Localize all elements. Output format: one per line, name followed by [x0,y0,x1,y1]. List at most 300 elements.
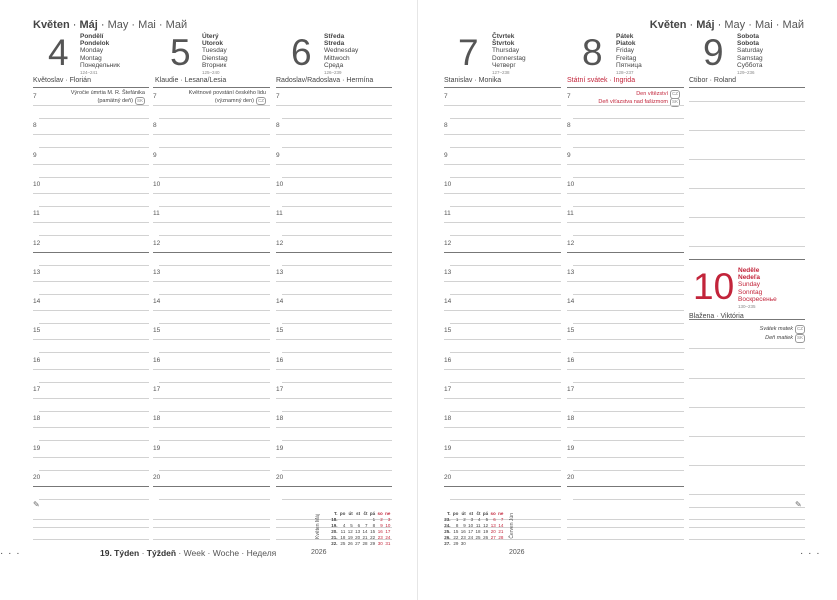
event-tuesday: Květnové povstání českého lidu (významný den) CZ [188,90,266,104]
half-hour-rule [39,147,149,148]
mini-calendar-head: pá [369,510,376,516]
day-number: 10 [693,266,735,307]
notes-rule [567,527,684,528]
day-rule [689,507,805,508]
hour-label: 7 [444,93,448,100]
hour-rule [567,486,684,487]
hour-rule [567,193,684,194]
hour-label: 19 [153,444,161,452]
half-hour-rule [282,118,392,119]
mini-calendar-day: 20 [355,534,361,540]
nameday-thursday: Stanislav · Monika [444,77,502,84]
nameday-wednesday: Radoslav/Radoslava · Hermína [276,77,374,84]
day-rule [689,436,805,437]
mini-calendar-head: út [348,510,353,516]
mini-calendar-day: 23 [377,534,383,540]
hour-rule [444,134,561,135]
hour-rule [153,252,270,253]
mini-calendar-day: 15 [453,528,459,534]
mini-calendar-day: 1 [372,516,376,522]
hour-label: 18 [276,415,284,423]
half-hour-rule [282,411,392,412]
mini-calendar-day: 22 [370,534,376,540]
mini-calendar-day [489,540,497,546]
mini-calendar-head: čt [363,510,368,516]
day-rule [689,527,805,528]
mini-calendar-day: 8 [455,522,459,528]
notes-rule [33,539,149,540]
notes-rule [153,539,270,540]
hour-label: 17 [276,386,284,393]
day-header-wednesday [291,33,401,79]
year-label: 2026 [509,549,525,556]
day-number: 9 [703,32,724,73]
half-hour-rule [159,470,270,471]
mini-calendar-day: 30 [377,540,383,546]
half-hour-rule [159,440,270,441]
hour-rule [153,281,270,282]
hour-label: 7 [33,93,37,100]
half-hour-rule [573,382,684,383]
day-rule [689,407,805,408]
day-rule [689,217,805,218]
hour-rule [276,164,392,165]
half-hour-rule [282,499,392,500]
half-hour-rule [450,118,561,119]
mini-calendar-day: 27 [355,540,361,546]
hour-label: 17 [567,386,575,393]
mini-calendar-day: 1 [455,516,459,522]
hour-label: 15 [276,327,284,335]
day-names: Čtvrtek Štvrtok Thursday Donnerstag Четверг 127–238 [492,33,526,76]
hour-label: 9 [153,151,157,159]
half-hour-rule [159,382,270,383]
hour-label: 12 [276,239,284,247]
month-header-left: Květen · Máj · May · Mai · Май [33,19,188,31]
hour-rule [567,105,684,106]
hour-label: 16 [153,356,161,364]
half-hour-rule [159,206,270,207]
day-number: 6 [291,32,312,73]
hour-rule [33,222,149,223]
half-hour-rule [573,323,684,324]
day-number: 4 [48,32,69,73]
mini-calendar-day: 13 [355,528,361,534]
notes-rule [567,539,684,540]
day-header-monday [48,33,158,79]
mini-calendar-day: 11 [340,528,346,534]
hour-rule [444,164,561,165]
notes-rule [33,519,149,520]
half-hour-rule [159,352,270,353]
half-hour-rule [39,382,149,383]
mini-calendar-day: 25 [340,540,346,546]
half-hour-rule [159,265,270,266]
hour-rule [33,369,149,370]
half-hour-rule [282,147,392,148]
half-hour-rule [39,323,149,324]
mini-calendar-day: 10 [385,522,391,528]
hour-label: 7 [153,93,157,100]
day-header-saturday [703,33,813,79]
half-hour-rule [450,177,561,178]
hour-label: 16 [33,356,41,364]
half-hour-rule [573,265,684,266]
mini-calendar-week: 22. [331,540,338,546]
hour-label: 11 [444,210,451,218]
mini-calendar-day: 3 [470,516,474,522]
half-hour-rule [39,499,149,500]
mini-calendar-head: T. [333,510,338,516]
half-hour-rule [450,323,561,324]
mini-calendar-day: 16 [460,528,466,534]
mini-calendar-week: 20. [331,528,338,534]
hour-label: 7 [567,93,571,100]
hour-rule [444,369,561,370]
month-header-right: Květen · Máj · May · Mai · Май [649,19,804,31]
mini-calendar-week: 21. [331,534,338,540]
mini-calendar-day: 27 [490,534,496,540]
mini-calendar-day: 21 [498,528,504,534]
day-rule [689,101,805,102]
half-hour-rule [450,411,561,412]
day-number: 5 [170,32,191,73]
hour-rule [153,486,270,487]
day-number: 8 [582,32,603,73]
mini-calendar-head: út [461,510,466,516]
half-hour-rule [450,499,561,500]
mini-calendar-head: ne [498,510,504,516]
mini-calendar-day: 7 [364,522,368,528]
half-hour-rule [282,294,392,295]
left-page [0,0,418,600]
hour-rule [33,193,149,194]
mini-calendar-day: 19 [483,528,489,534]
hour-rule [567,398,684,399]
hour-rule [153,222,270,223]
mini-calendar-day: 9 [380,522,383,528]
half-hour-rule [159,235,270,236]
ring-binding-decoration-right: · · · [800,548,821,559]
mini-calendar-week: 23. [444,516,451,522]
mini-calendar-day: 24 [385,534,391,540]
hour-label: 11 [153,210,160,218]
hour-label: 11 [33,210,40,218]
mini-calendar-day: 10 [468,522,474,528]
hour-label: 12 [153,239,161,247]
notes-rule [567,519,684,520]
half-hour-rule [573,411,684,412]
half-hour-rule [282,440,392,441]
hour-label: 10 [33,180,41,188]
hour-label: 16 [444,356,452,364]
mini-calendar-day: 23 [460,534,466,540]
half-hour-rule [159,294,270,295]
hour-label: 10 [567,180,575,188]
hour-label: 16 [276,356,284,364]
hour-rule [567,457,684,458]
hour-rule [153,193,270,194]
mini-calendar-day: 13 [490,522,496,528]
hour-rule [276,339,392,340]
hour-label: 15 [153,327,161,335]
mini-calendar-day: 2 [380,516,383,522]
mini-calendar-month-label: Květen Máj [315,514,321,540]
day-rule [689,378,805,379]
half-hour-rule [450,294,561,295]
hour-rule [444,398,561,399]
hour-rule [153,310,270,311]
half-hour-rule [39,118,149,119]
half-hour-rule [159,411,270,412]
day-header-thursday [458,33,568,79]
day-rule [689,259,805,260]
half-hour-rule [450,235,561,236]
hour-label: 14 [153,298,161,306]
half-hour-rule [39,177,149,178]
week-label: 19. Týden · Týždeň · Week · Woche · Неделя [100,548,277,558]
mini-calendar-day: 9 [463,522,466,528]
mini-calendar-day [482,540,490,546]
hour-label: 10 [276,180,284,188]
hour-rule [276,134,392,135]
hour-label: 18 [33,415,41,423]
hour-rule [444,486,561,487]
mini-calendar-day: 6 [357,522,361,528]
half-hour-rule [39,294,149,295]
hour-label: 15 [567,327,575,335]
hour-rule [444,457,561,458]
half-hour-rule [573,177,684,178]
hour-rule [153,457,270,458]
hour-rule [33,486,149,487]
day-rule [689,465,805,466]
mini-calendar-week: 27. [444,540,451,546]
hour-label: 20 [33,473,41,481]
nameday-sunday: Blažena · Viktória [689,313,744,320]
hour-rule [33,105,149,106]
ring-binding-decoration-left: · · · [0,548,21,559]
mini-calendar-day: 16 [377,528,383,534]
day-header-tuesday [170,33,280,79]
day-rule [689,494,805,495]
mini-calendar-head: T. [446,510,451,516]
hour-rule [276,193,392,194]
half-hour-rule [282,235,392,236]
hour-label: 12 [567,239,575,247]
day-header-sunday [693,267,813,313]
hour-rule [567,222,684,223]
hour-label: 8 [276,122,280,130]
hour-label: 9 [567,151,571,159]
hour-rule [276,398,392,399]
mini-calendar-day: 5 [485,516,489,522]
hour-rule [444,281,561,282]
hour-label: 19 [33,444,41,452]
mini-calendar-day: 29 [453,540,459,546]
mini-calendar-day: 18 [340,534,346,540]
hour-label: 11 [567,210,574,218]
mini-calendar-week: 18. [331,516,338,522]
hour-label: 19 [444,444,452,452]
hour-rule [33,134,149,135]
half-hour-rule [159,177,270,178]
hour-label: 8 [153,122,157,130]
mini-calendar-day [467,540,474,546]
hour-label: 14 [33,298,41,306]
mini-calendar-week: 19. [331,522,338,528]
hour-rule [567,427,684,428]
mini-calendar-head: ne [385,510,391,516]
day-rule [689,159,805,160]
hour-label: 14 [276,298,284,306]
hour-rule [444,252,561,253]
half-hour-rule [573,499,684,500]
hour-label: 9 [444,151,448,159]
event-friday-sk: Deň víťazstva nad fašizmom SK [598,99,678,105]
mini-calendar-day: 3 [387,516,391,522]
mini-calendar-day: 26 [347,540,353,546]
hour-rule [567,252,684,253]
hour-label: 7 [276,93,280,100]
day-rule [689,539,805,540]
hour-rule [444,222,561,223]
hour-rule [153,398,270,399]
hour-rule [276,427,392,428]
mini-calendar-day: 11 [475,522,481,528]
nameday-friday: Státní svátek · Ingrida [567,77,636,84]
right-page [418,0,837,600]
hour-label: 18 [567,415,575,423]
mini-calendar-head: pá [482,510,489,516]
notes-rule [33,527,149,528]
hour-rule [153,339,270,340]
mini-calendar-day [474,540,481,546]
half-hour-rule [282,206,392,207]
half-hour-rule [573,206,684,207]
hour-rule [444,339,561,340]
event-friday-cz: Den vítězství CZ [636,91,678,97]
event-sunday-cz: Svátek matek CZ [759,326,803,332]
pen-icon: ✎ [795,500,802,509]
mini-calendar-day: 5 [350,522,353,528]
mini-calendar-day: 20 [490,528,496,534]
hour-rule [33,281,149,282]
day-rule [689,348,805,349]
hour-label: 20 [276,473,284,481]
half-hour-rule [573,118,684,119]
mini-calendar-day: 30 [460,540,466,546]
day-names: Středa Streda Wednesday Mittwoch Среда 126–239 [324,33,359,76]
hour-label: 15 [33,327,41,335]
hour-rule [153,369,270,370]
hour-rule [276,222,392,223]
hour-rule [153,105,270,106]
mini-calendar-day: 31 [385,540,391,546]
hour-rule [567,339,684,340]
mini-calendar-day: 12 [347,528,353,534]
mini-calendar-day: 29 [370,540,376,546]
half-hour-rule [573,470,684,471]
hour-label: 13 [276,268,284,276]
half-hour-rule [450,352,561,353]
mini-calendar-day: 22 [453,534,459,540]
hour-label: 17 [33,386,41,393]
hour-rule [153,164,270,165]
half-hour-rule [573,235,684,236]
hour-label: 10 [153,180,161,188]
hour-label: 17 [153,386,161,393]
hour-rule [276,369,392,370]
hour-label: 8 [33,122,37,130]
hour-rule [567,134,684,135]
hour-rule [276,486,392,487]
hour-rule [444,105,561,106]
mini-calendar-day: 6 [493,516,496,522]
hour-rule [276,105,392,106]
mini-calendar-may [330,510,392,546]
hour-label: 8 [567,122,571,130]
mini-calendar-head: po [339,510,346,516]
half-hour-rule [282,382,392,383]
hour-label: 18 [153,415,161,423]
hour-rule [276,310,392,311]
mini-calendar-day: 18 [475,528,481,534]
hour-rule [33,457,149,458]
mini-calendar-day: 17 [468,528,474,534]
year-label: 2026 [311,549,327,556]
hour-rule [444,193,561,194]
mini-calendar-day: 7 [500,516,504,522]
nameday-tuesday: Klaudie · Lesana/Lesia [155,77,227,84]
hour-label: 13 [444,268,452,276]
mini-calendar-day: 15 [370,528,376,534]
half-hour-rule [159,323,270,324]
hour-rule [567,164,684,165]
half-hour-rule [282,177,392,178]
half-hour-rule [573,147,684,148]
mini-calendar-head: čt [476,510,481,516]
half-hour-rule [159,118,270,119]
mini-calendar-head: po [452,510,459,516]
mini-calendar-day: 21 [362,534,368,540]
mini-calendar-day: 28 [362,540,368,546]
hour-rule [444,310,561,311]
hour-label: 20 [444,473,452,481]
half-hour-rule [573,440,684,441]
hour-rule [33,310,149,311]
hour-rule [33,252,149,253]
mini-calendar-day: 4 [477,516,481,522]
mini-calendar-day: 26 [483,534,489,540]
hour-label: 19 [276,444,284,452]
half-hour-rule [282,323,392,324]
hour-label: 12 [33,239,41,247]
half-hour-rule [450,147,561,148]
mini-calendar-day: 14 [498,522,504,528]
hour-label: 18 [444,415,452,423]
notes-rule [153,519,270,520]
half-hour-rule [39,470,149,471]
mini-calendar-week: 24. [444,522,451,528]
hour-rule [33,339,149,340]
day-header-friday [582,33,692,79]
day-rule [689,130,805,131]
mini-calendar-head: st [469,510,474,516]
mini-calendar-week: 26. [444,534,451,540]
half-hour-rule [450,470,561,471]
pen-icon: ✎ [33,500,40,509]
